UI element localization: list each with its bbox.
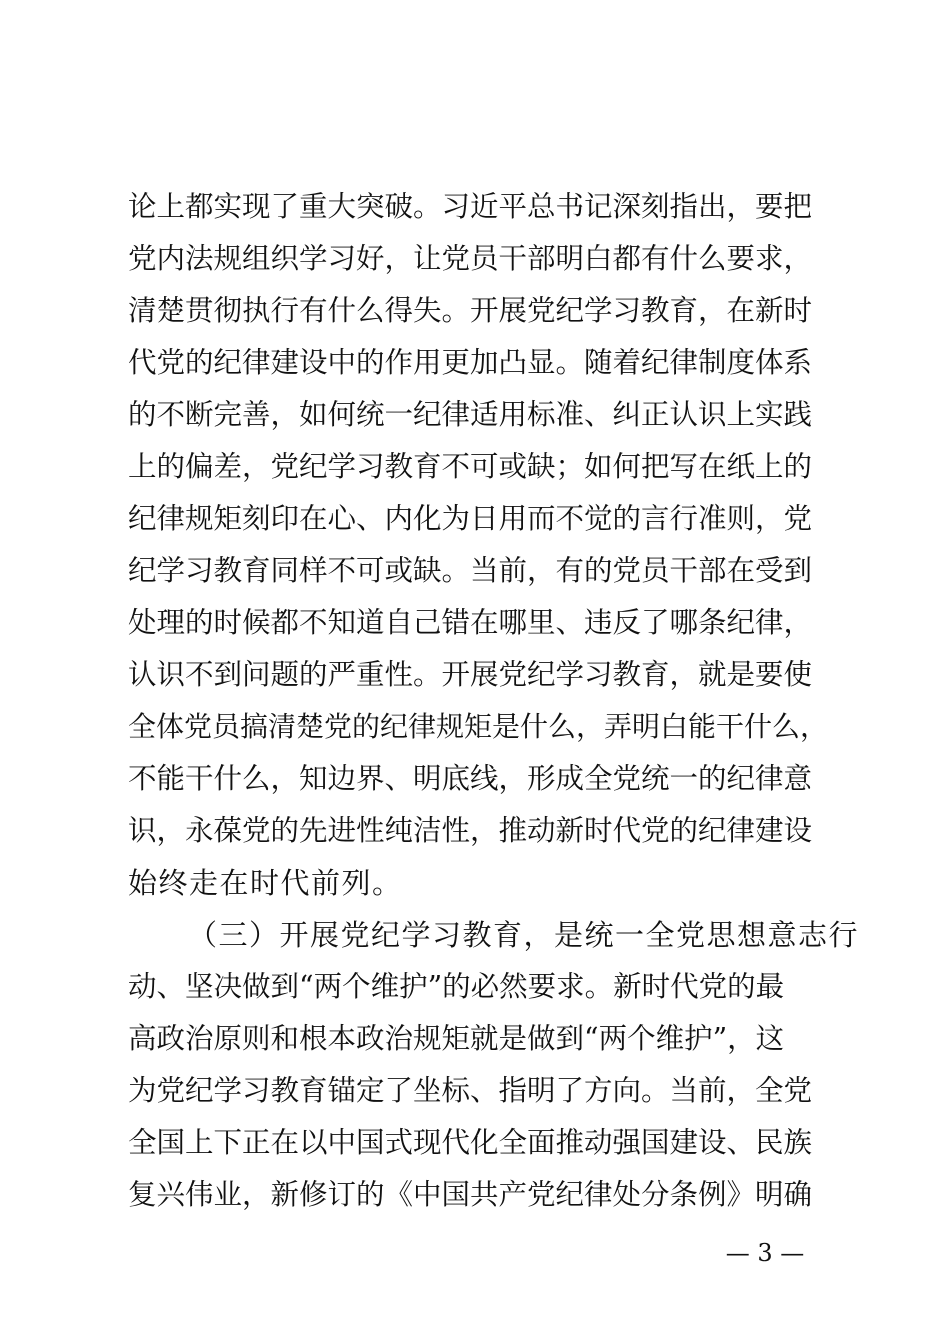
body-text-line: 纪律规矩刻印在心、内化为日用而不觉的言行准则，党 bbox=[128, 502, 813, 535]
body-text-line: 复兴伟业，新修订的《中国共产党纪律处分条例》明确 bbox=[128, 1178, 813, 1211]
body-text-line: 认识不到问题的严重性。开展党纪学习教育，就是要使 bbox=[128, 658, 813, 691]
body-text-line: 纪学习教育同样不可或缺。当前，有的党员干部在受到 bbox=[128, 554, 813, 587]
body-text-line: 不能干什么，知边界、明底线，形成全党统一的纪律意 bbox=[128, 762, 813, 795]
body-text-line: 论上都实现了重大突破。习近平总书记深刻指出，要把 bbox=[128, 190, 813, 223]
body-text-line: 全体党员搞清楚党的纪律规矩是什么，弄明白能干什么， bbox=[128, 710, 829, 743]
body-text-line: 高政治原则和根本政治规矩就是做到“两个维护”，这 bbox=[128, 1022, 785, 1055]
body-text-line: 的不断完善，如何统一纪律适用标准、纠正认识上实践 bbox=[128, 398, 813, 431]
body-text-line: 全国上下正在以中国式现代化全面推动强国建设、民族 bbox=[128, 1126, 813, 1159]
body-text-line: 代党的纪律建设中的作用更加凸显。随着纪律制度体系 bbox=[128, 346, 813, 379]
body-text-line: 党内法规组织学习好，让党员干部明白都有什么要求， bbox=[128, 242, 813, 275]
body-text-line: 识，永葆党的先进性纯洁性，推动新时代党的纪律建设 bbox=[128, 814, 813, 847]
body-text-line: 上的偏差，党纪学习教育不可或缺；如何把写在纸上的 bbox=[128, 450, 813, 483]
body-text-line: 处理的时候都不知道自己错在哪里、违反了哪条纪律， bbox=[128, 606, 813, 639]
body-text-line: 为党纪学习教育锚定了坐标、指明了方向。当前，全党 bbox=[128, 1074, 813, 1107]
body-text-line: 动、坚决做到“两个维护”的必然要求。新时代党的最 bbox=[128, 970, 785, 1003]
body-text-line: 清楚贯彻执行有什么得失。开展党纪学习教育，在新时 bbox=[128, 294, 813, 327]
body-text-line: 始终走在时代前列。 bbox=[128, 866, 403, 900]
page-number: — 3 — bbox=[725, 1239, 805, 1267]
section-heading-line: （三）开展党纪学习教育，是统一全党思想意志行 bbox=[188, 918, 860, 952]
